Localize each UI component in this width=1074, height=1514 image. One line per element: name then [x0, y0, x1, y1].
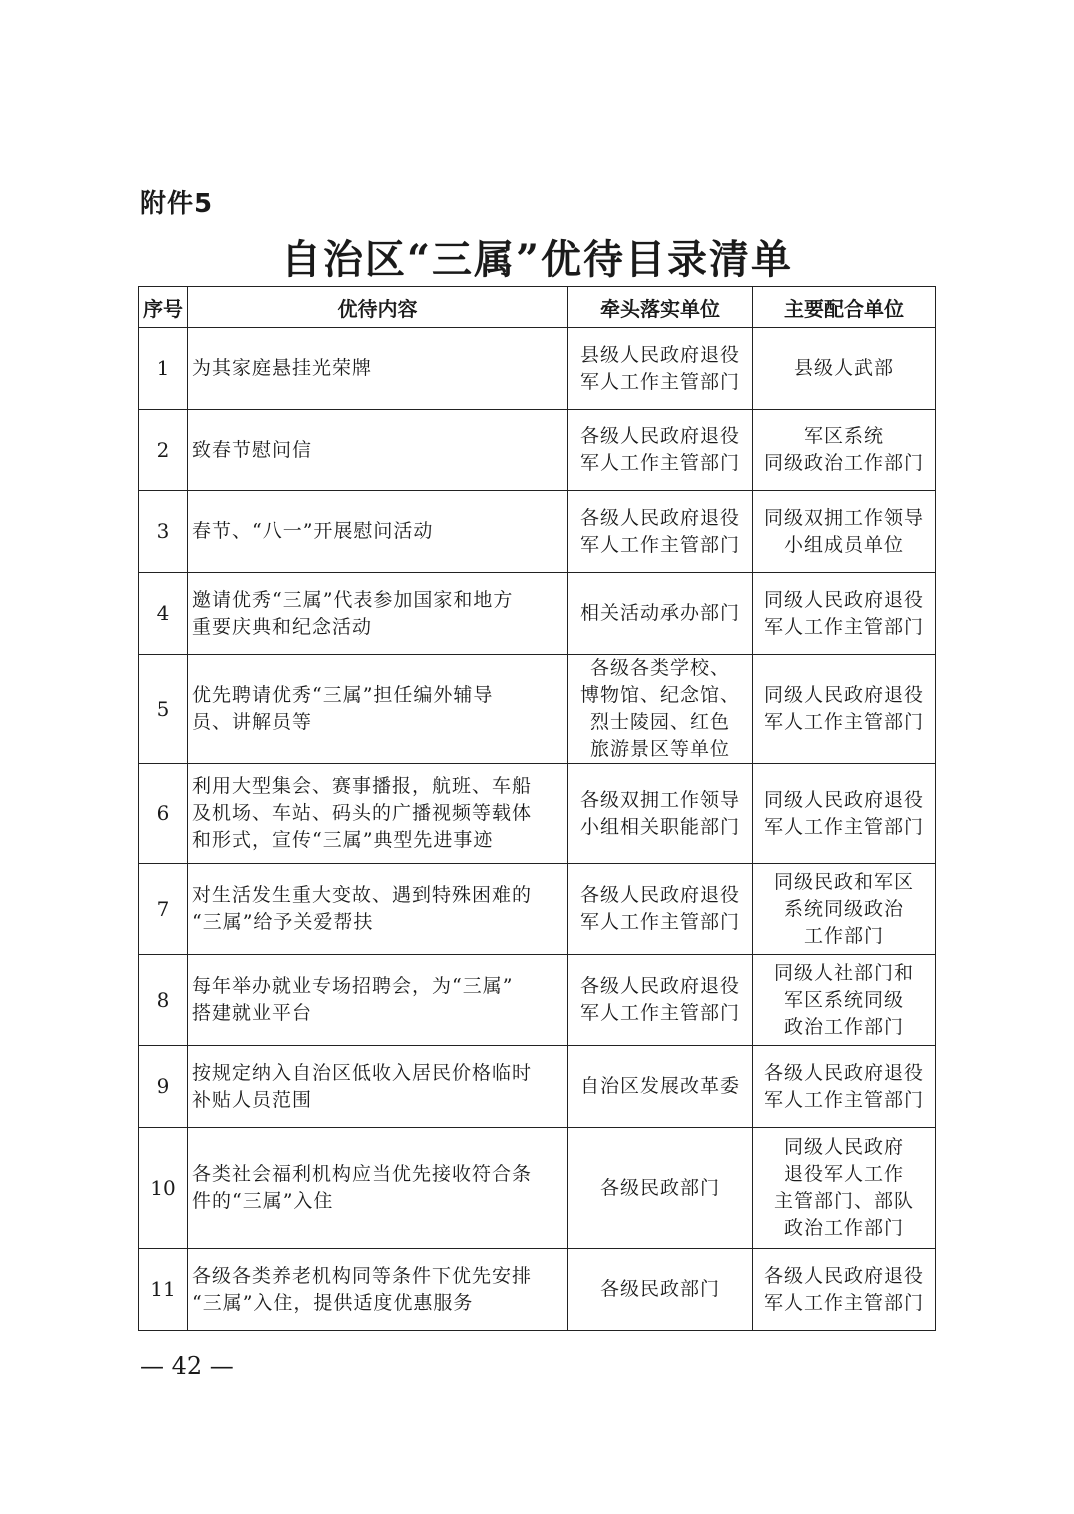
- row-support-unit: [753, 573, 936, 655]
- table-row: [139, 491, 936, 573]
- row-lead-unit-line: 各级双拥工作领导: [579, 788, 740, 811]
- row-content-line: 对生活发生重大变故、遇到特殊困难的: [192, 884, 533, 906]
- row-lead-unit-line: 各级各类学校、: [589, 657, 730, 679]
- row-support-unit-line: 主管部门、部队: [773, 1190, 914, 1212]
- row-lead-unit-line: 小组相关职能部门: [579, 815, 740, 838]
- table-row: [139, 1249, 936, 1331]
- row-support-unit-line: 军区系统同级: [783, 988, 904, 1011]
- row-lead-unit-line: 自治区发展改革委: [579, 1075, 740, 1097]
- header-content: 优待内容: [188, 287, 568, 328]
- row-lead-unit-line: 烈士陵园、红色: [589, 711, 730, 733]
- row-support-unit: [753, 955, 936, 1046]
- row-support-unit: [753, 864, 936, 955]
- row-content-line: 员、讲解员等: [192, 711, 313, 733]
- row-content-line: “三属”入住，提供适度优惠服务: [192, 1291, 474, 1314]
- row-support-unit-line: 军区系统: [803, 425, 884, 447]
- row-support-unit-line: 系统同级政治: [783, 897, 904, 920]
- row-support-unit-line: 同级双拥工作领导: [763, 506, 924, 529]
- row-content-line: 补贴人员范围: [192, 1088, 313, 1111]
- row-content: [188, 864, 568, 955]
- page-number: — 42 —: [140, 1352, 234, 1380]
- row-support-unit: [753, 1046, 936, 1128]
- row-serial: 10: [139, 1128, 188, 1249]
- row-serial: 4: [139, 573, 188, 655]
- document-title: 自治区“三属”优待目录清单: [280, 236, 793, 283]
- row-content: [188, 655, 568, 764]
- preferential-treatment-table: [138, 286, 936, 1331]
- table-row: [139, 1128, 936, 1249]
- table-row: [139, 1046, 936, 1128]
- row-support-unit-line: 退役军人工作: [783, 1163, 904, 1185]
- row-serial: 9: [139, 1046, 188, 1128]
- row-content: [188, 1128, 568, 1249]
- row-support-unit-line: 军人工作主管部门: [763, 815, 924, 838]
- row-lead-unit: [568, 1046, 753, 1128]
- row-support-unit-line: 同级人民政府: [783, 1136, 904, 1158]
- row-serial: 8: [139, 955, 188, 1046]
- row-content-line: 优先聘请优秀“三属”担任编外辅导: [192, 684, 494, 706]
- row-lead-unit-line: 各级民政部门: [599, 1278, 720, 1300]
- row-lead-unit-line: 军人工作主管部门: [579, 452, 740, 474]
- row-support-unit: [753, 655, 936, 764]
- row-lead-unit-line: 军人工作主管部门: [579, 1002, 740, 1024]
- row-lead-unit-line: 相关活动承办部门: [579, 602, 740, 624]
- row-content-line: “三属”给予关爱帮扶: [192, 911, 374, 933]
- row-lead-unit: [568, 955, 753, 1046]
- row-lead-unit-line: 博物馆、纪念馆、: [579, 684, 740, 706]
- row-lead-unit: [568, 328, 753, 410]
- table-row: [139, 864, 936, 955]
- row-content: [188, 491, 568, 573]
- attachment-label: 附件5: [140, 189, 214, 219]
- row-support-unit-line: 政治工作部门: [783, 1217, 904, 1239]
- row-serial: 6: [139, 764, 188, 864]
- row-support-unit-line: 同级人社部门和: [773, 961, 914, 984]
- row-support-unit: [753, 1249, 936, 1331]
- row-support-unit: [753, 410, 936, 491]
- row-support-unit-line: 军人工作主管部门: [763, 1291, 924, 1314]
- row-serial: 1: [139, 328, 188, 410]
- row-content-line: 和形式，宣传“三属”典型先进事迹: [192, 829, 494, 851]
- row-content: [188, 1046, 568, 1128]
- header-lead-unit: 牵头落实单位: [568, 287, 753, 328]
- table-row: [139, 410, 936, 491]
- row-lead-unit: [568, 1249, 753, 1331]
- row-support-unit-line: 政治工作部门: [783, 1015, 904, 1038]
- row-support-unit: [753, 764, 936, 864]
- table-row: [139, 655, 936, 764]
- row-content-line: 每年举办就业专场招聘会，为“三属”: [192, 975, 514, 997]
- row-content-line: 件的“三属”入住: [192, 1190, 334, 1212]
- row-lead-unit: [568, 655, 753, 764]
- row-lead-unit-line: 县级人民政府退役: [579, 343, 740, 366]
- row-support-unit-line: 同级人民政府退役: [763, 588, 924, 611]
- row-support-unit-line: 同级人民政府退役: [763, 788, 924, 811]
- table-header-row: [139, 287, 936, 328]
- row-content-line: 搭建就业平台: [192, 1002, 313, 1024]
- row-serial: 5: [139, 655, 188, 764]
- row-lead-unit: [568, 491, 753, 573]
- row-content: [188, 328, 568, 410]
- row-support-unit-line: 各级人民政府退役: [763, 1061, 924, 1084]
- row-content-line: 春节、“八一”开展慰问活动: [192, 520, 434, 542]
- header-serial: 序号: [139, 287, 188, 328]
- row-lead-unit: [568, 573, 753, 655]
- row-content-line: 邀请优秀“三属”代表参加国家和地方: [192, 588, 514, 611]
- row-content-line: 各类社会福利机构应当优先接收符合条: [192, 1163, 533, 1185]
- row-content: [188, 573, 568, 655]
- row-content: [188, 410, 568, 491]
- row-lead-unit-line: 各级民政部门: [599, 1176, 720, 1199]
- row-content-line: 各级各类养老机构同等条件下优先安排: [192, 1264, 533, 1287]
- row-support-unit-line: 同级人民政府退役: [763, 684, 924, 706]
- table-row: [139, 764, 936, 864]
- row-content-line: 按规定纳入自治区低收入居民价格临时: [192, 1061, 533, 1084]
- header-support-unit: 主要配合单位: [753, 287, 936, 328]
- row-support-unit-line: 军人工作主管部门: [763, 711, 924, 733]
- row-content: [188, 955, 568, 1046]
- row-lead-unit-line: 旅游景区等单位: [589, 738, 730, 760]
- row-lead-unit-line: 军人工作主管部门: [579, 533, 740, 556]
- table-row: [139, 328, 936, 410]
- row-lead-unit: [568, 1128, 753, 1249]
- row-support-unit-line: 工作部门: [803, 924, 884, 947]
- row-lead-unit-line: 各级人民政府退役: [579, 425, 740, 447]
- row-lead-unit-line: 各级人民政府退役: [579, 975, 740, 997]
- row-support-unit: [753, 1128, 936, 1249]
- row-serial: 11: [139, 1249, 188, 1331]
- row-content-line: 重要庆典和纪念活动: [192, 615, 373, 638]
- row-support-unit-line: 军人工作主管部门: [763, 1088, 924, 1111]
- row-lead-unit: [568, 410, 753, 491]
- row-lead-unit-line: 军人工作主管部门: [579, 911, 740, 933]
- row-serial: 7: [139, 864, 188, 955]
- row-lead-unit-line: 军人工作主管部门: [579, 370, 740, 393]
- row-support-unit-line: 县级人武部: [793, 357, 894, 379]
- row-support-unit-line: 同级民政和军区: [773, 870, 914, 893]
- row-support-unit: [753, 491, 936, 573]
- row-content: [188, 764, 568, 864]
- table-row: [139, 573, 936, 655]
- row-content-line: 为其家庭悬挂光荣牌: [192, 357, 373, 379]
- row-content-line: 及机场、车站、码头的广播视频等载体: [192, 802, 533, 824]
- row-serial: 3: [139, 491, 188, 573]
- row-serial: 2: [139, 410, 188, 491]
- row-content: [188, 1249, 568, 1331]
- row-lead-unit: [568, 864, 753, 955]
- row-support-unit-line: 同级政治工作部门: [763, 452, 924, 474]
- row-content-line: 致春节慰问信: [192, 438, 313, 461]
- row-support-unit-line: 小组成员单位: [783, 533, 904, 556]
- row-lead-unit-line: 各级人民政府退役: [579, 506, 740, 529]
- row-support-unit-line: 军人工作主管部门: [763, 615, 924, 638]
- table-row: [139, 955, 936, 1046]
- row-lead-unit-line: 各级人民政府退役: [579, 884, 740, 906]
- row-support-unit: [753, 328, 936, 410]
- row-content-line: 利用大型集会、赛事播报，航班、车船: [192, 775, 533, 797]
- row-support-unit-line: 各级人民政府退役: [763, 1264, 924, 1287]
- row-lead-unit: [568, 764, 753, 864]
